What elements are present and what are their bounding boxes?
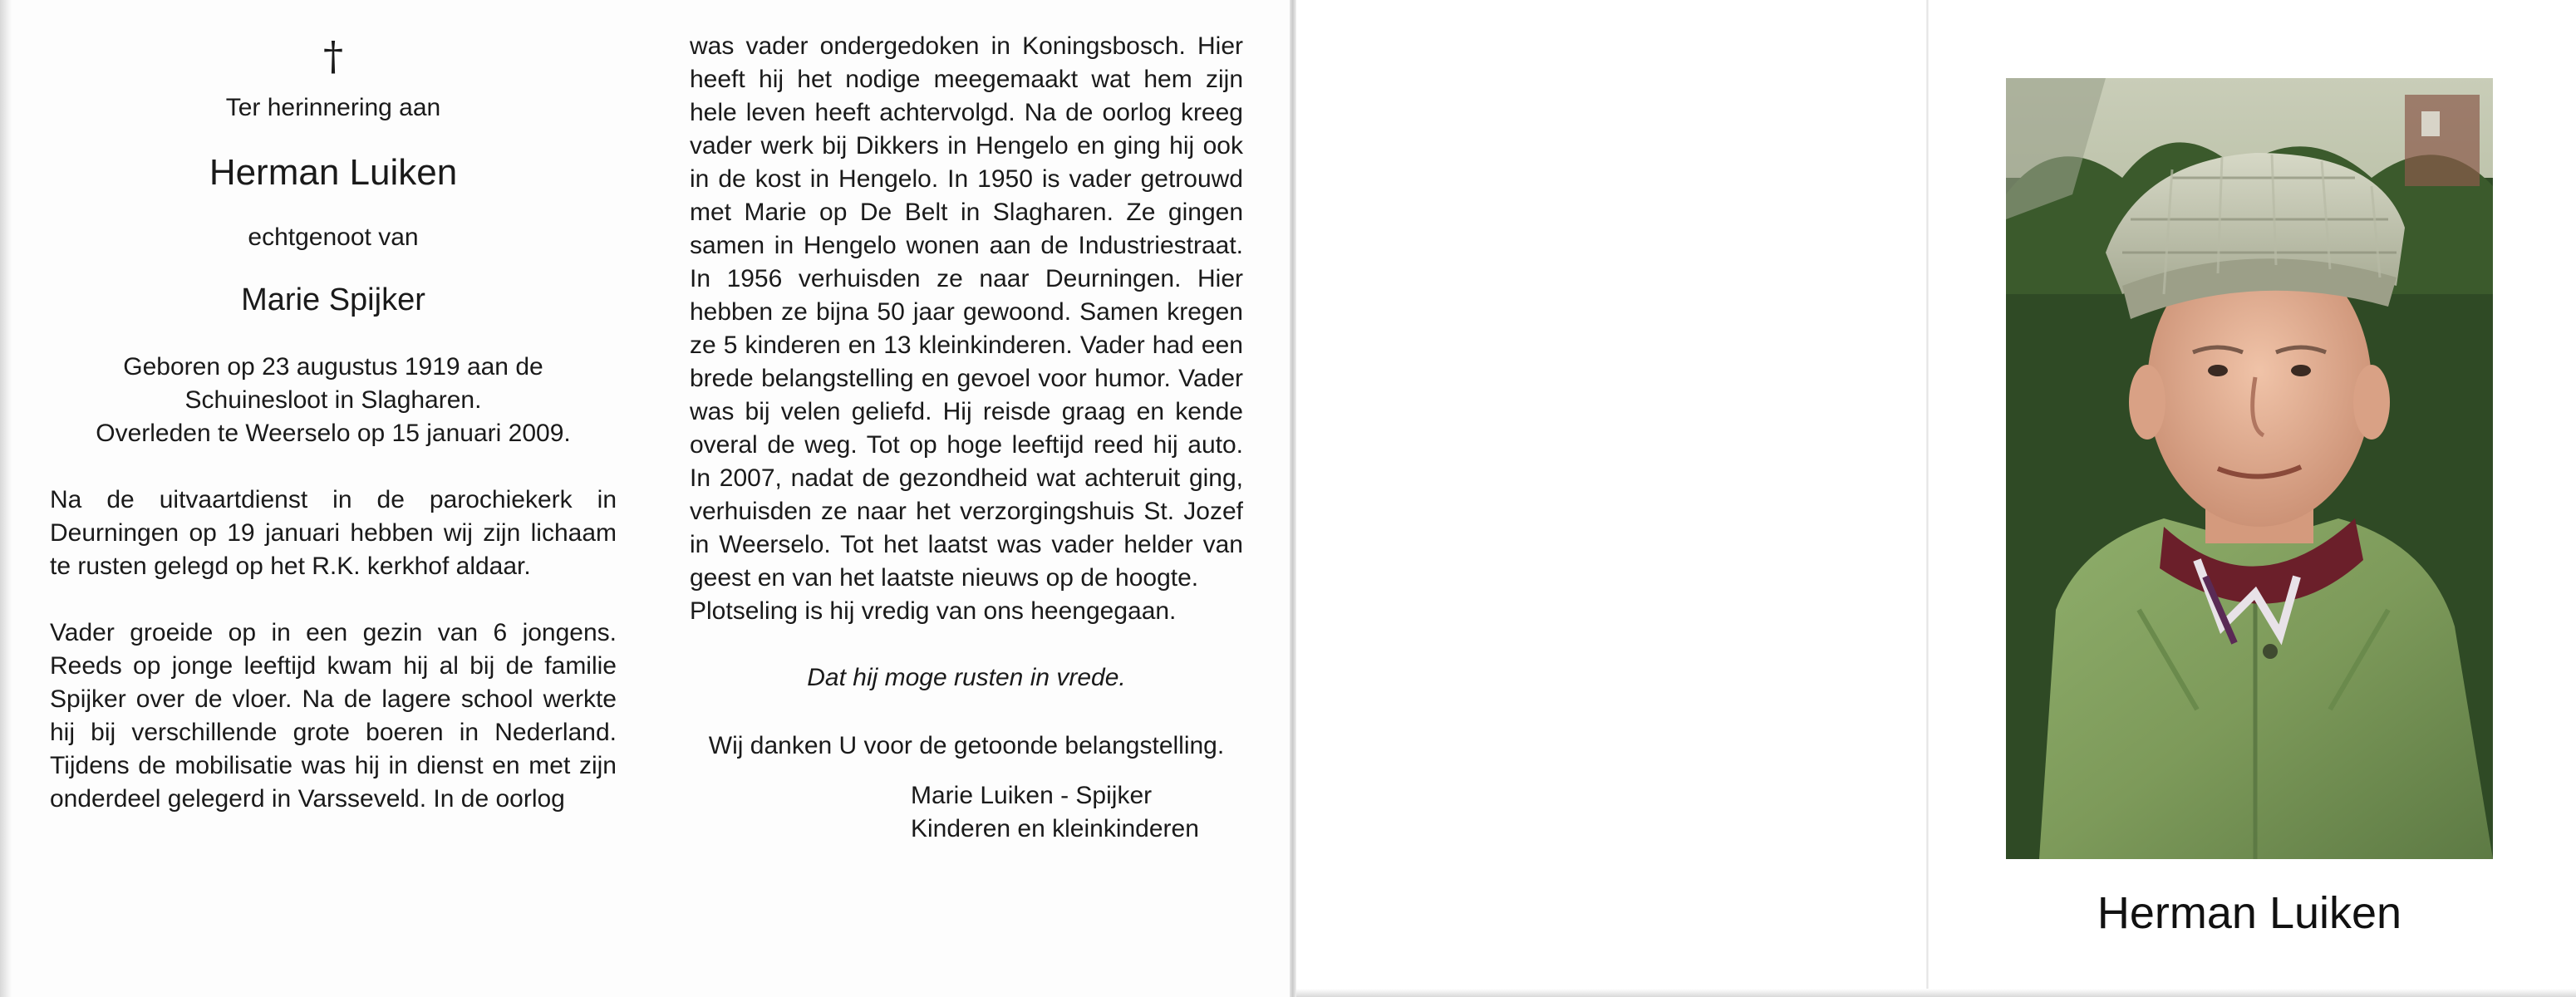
intro-text: Ter herinnering aan xyxy=(225,94,441,121)
spouse-name: Marie Spijker xyxy=(241,282,425,317)
paragraph-youth: Vader groeide op in een gezin van 6 jongens. Reeds op jonge leeftijd kwam hij al bij de familie Spijker over de vloer. Na de lagere school werkte hij bij verschillende grote boeren in Nederland. Tijdens de mobilisatie was hij in dienst en met zijn onderdeel gelegerd in Varsseveld. In de oorlog xyxy=(50,619,617,813)
signature-family: Kinderen en kleinkinderen xyxy=(911,815,1199,842)
card-edge-shadow xyxy=(0,0,12,997)
cross-symbol: † xyxy=(323,33,343,80)
middle-column xyxy=(690,30,1243,846)
paragraph-biography: was vader ondergedoken in Koningsbosch. Hier heeft hij het nodige meegemaakt wat hem zijn hele leven heeft achtervolgd. Na de oorlog kreeg vader werk bij Dikkers in Hengelo en ging hij ook in de kost in Hengelo. In 1950 is vader getrouwd met Marie op De Belt in Slagharen. Ze gingen samen in Hengelo wonen aan de Industriestraat. In 1956 verhuisden ze naar Deurningen. Hier hebben ze bijna 50 jaar gewoond. Samen kregen ze 5 kinderen en 13 kleinkinderen. Vader had een brede belangstelling en gevoel voor humor. Vader was bij velen geliefd. Hij reisde graag en kende overal de weg. Tot op hoge leeftijd reed hij auto. In 2007, nadat de gezondheid wat achteruit ging, verhuisden ze naar het verzorgingshuis St. Jozef in Weerselo. Tot het laatst was vader helder van geest en van het laatste nieuws op de hoogte. xyxy=(690,32,1243,592)
relation-text: echtgenoot van xyxy=(248,223,419,251)
portrait-photo xyxy=(2006,78,2493,859)
card-bottom-edge xyxy=(1296,989,2576,997)
card-fold xyxy=(1290,0,1296,997)
right-panel-crease xyxy=(1926,0,1929,997)
deceased-name: Herman Luiken xyxy=(209,152,458,193)
left-column xyxy=(50,33,617,816)
motto: Dat hij moge rusten in vrede. xyxy=(807,664,1126,691)
portrait-illustration xyxy=(2006,78,2493,859)
life-dates xyxy=(50,351,617,450)
birth-line-2: Schuinesloot in Slagharen. xyxy=(184,386,482,414)
birth-line-1: Geboren op 23 augustus 1919 aan de xyxy=(123,353,543,381)
thanks-text: Wij danken U voor de getoonde belangstelling. xyxy=(708,732,1225,759)
closing-line: Plotseling is hij vredig van ons heengegaan. xyxy=(690,597,1177,625)
photo-caption: Herman Luiken xyxy=(2097,888,2402,938)
signature-block xyxy=(911,779,1243,846)
death-line: Overleden te Weerselo op 15 januari 2009. xyxy=(96,420,571,447)
signature-spouse: Marie Luiken - Spijker xyxy=(911,782,1153,809)
paragraph-funeral: Na de uitvaartdienst in de parochiekerk in Deurningen op 19 januari hebben wij zijn lichaam te rusten gelegd op het R.K. kerkhof aldaar. xyxy=(50,486,617,580)
